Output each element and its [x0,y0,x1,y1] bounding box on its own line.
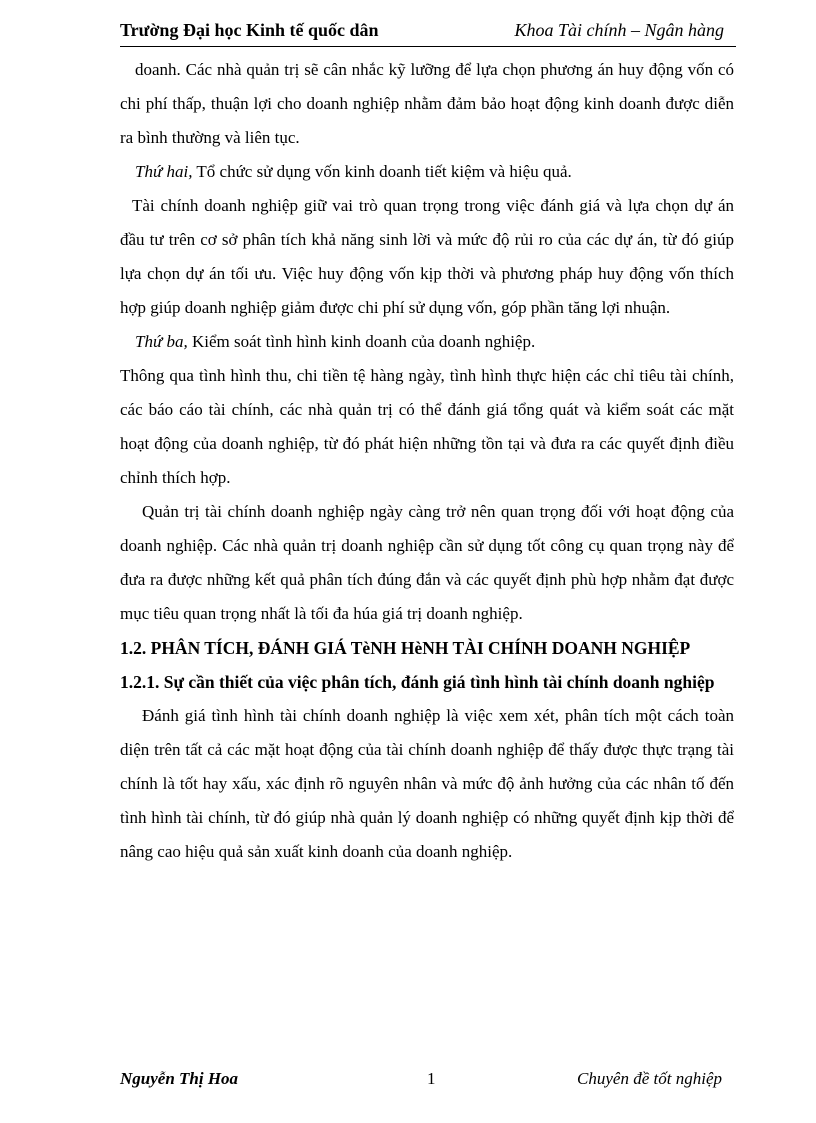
paragraph-1: doanh. Các nhà quản trị sẽ cân nhắc kỹ lưỡng để lựa chọn phương án huy động vốn có chi phí thấp, thuận lợi cho doanh nghiệp nhằm đảm bảo hoạt động kinh doanh được diễn ra bình thường và liên tục. [120,60,734,147]
paragraph-2-lead: Thứ hai, [135,162,193,181]
paragraph-2 [120,155,734,189]
paragraph-4-text: Kiểm soát tình hình kinh doanh của doanh nghiệp. [187,332,536,351]
subsection-heading: 1.2.1. Sự cần thiết của việc phân tích, đánh giá tình hình tài chính doanh nghiệp [120,672,715,692]
footer-document-type: Chuyên đề tốt nghiệp [577,1069,722,1088]
paragraph-2-text: Tổ chức sử dụng vốn kinh doanh tiết kiệm và hiệu quả. [192,162,572,181]
paragraph-7: Đánh giá tình hình tài chính doanh nghiệp là việc xem xét, phân tích một cách toàn diện trên tất cả các mặt hoạt động của tài chính doanh nghiệp để thấy được thực trạng tài chính là tốt hay xấu, xác định rõ nguyên nhân và mức độ ảnh hưởng của các nhân tố đến tình hình tài chính, từ đó giúp nhà quản lý doanh nghiệp có những quyết định kịp thời để nâng cao hiệu quả sản xuất kinh doanh của doanh nghiệp. [120,706,734,861]
footer-author: Nguyễn Thị Hoa [120,1069,239,1088]
page-body [120,53,734,869]
header-university: Trường Đại học Kinh tế quốc dân [120,20,379,40]
page-footer [120,1069,736,1095]
header-faculty: Khoa Tài chính – Ngân hàng [514,20,724,40]
paragraph-4 [120,325,734,359]
paragraph-6: Quản trị tài chính doanh nghiệp ngày càng trở nên quan trọng đối với hoạt động của doanh nghiệp. Các nhà quản trị doanh nghiệp cần sử dụng tốt công cụ quan trọng này để đưa ra được những kết quả phân tích đúng đắn và các quyết định phù hợp nhằm đạt được mục tiêu quan trọng nhất là tối đa húa giá trị doanh nghiệp. [120,502,734,623]
paragraph-5: Thông qua tình hình thu, chi tiền tệ hàng ngày, tình hình thực hiện các chỉ tiêu tài chính, các báo cáo tài chính, các nhà quản trị có thể đánh giá tổng quát và kiểm soát các mặt hoạt động của doanh nghiệp, từ đó phát hiện những tồn tại và đưa ra các quyết định điều chỉnh thích hợp. [120,366,734,487]
section-heading: 1.2. PHÂN TÍCH, ĐÁNH GIÁ TèNH HèNH TÀI CHÍNH DOANH NGHIỆP [120,638,691,658]
page-number: 1 [427,1069,436,1088]
paragraph-4-lead: Thứ ba, [135,332,188,351]
paragraph-3: Tài chính doanh nghiệp giữ vai trò quan trọng trong việc đánh giá và lựa chọn dự án đầu tư trên cơ sở phân tích khả năng sinh lời và mức độ rủi ro của các dự án, từ đó giúp lựa chọn dự án tối ưu. Việc huy động vốn kịp thời và phương pháp huy động vốn thích hợp giúp doanh nghiệp giảm được chi phí sử dụng vốn, góp phần tăng lợi nhuận. [120,196,734,317]
page-header [120,20,736,47]
